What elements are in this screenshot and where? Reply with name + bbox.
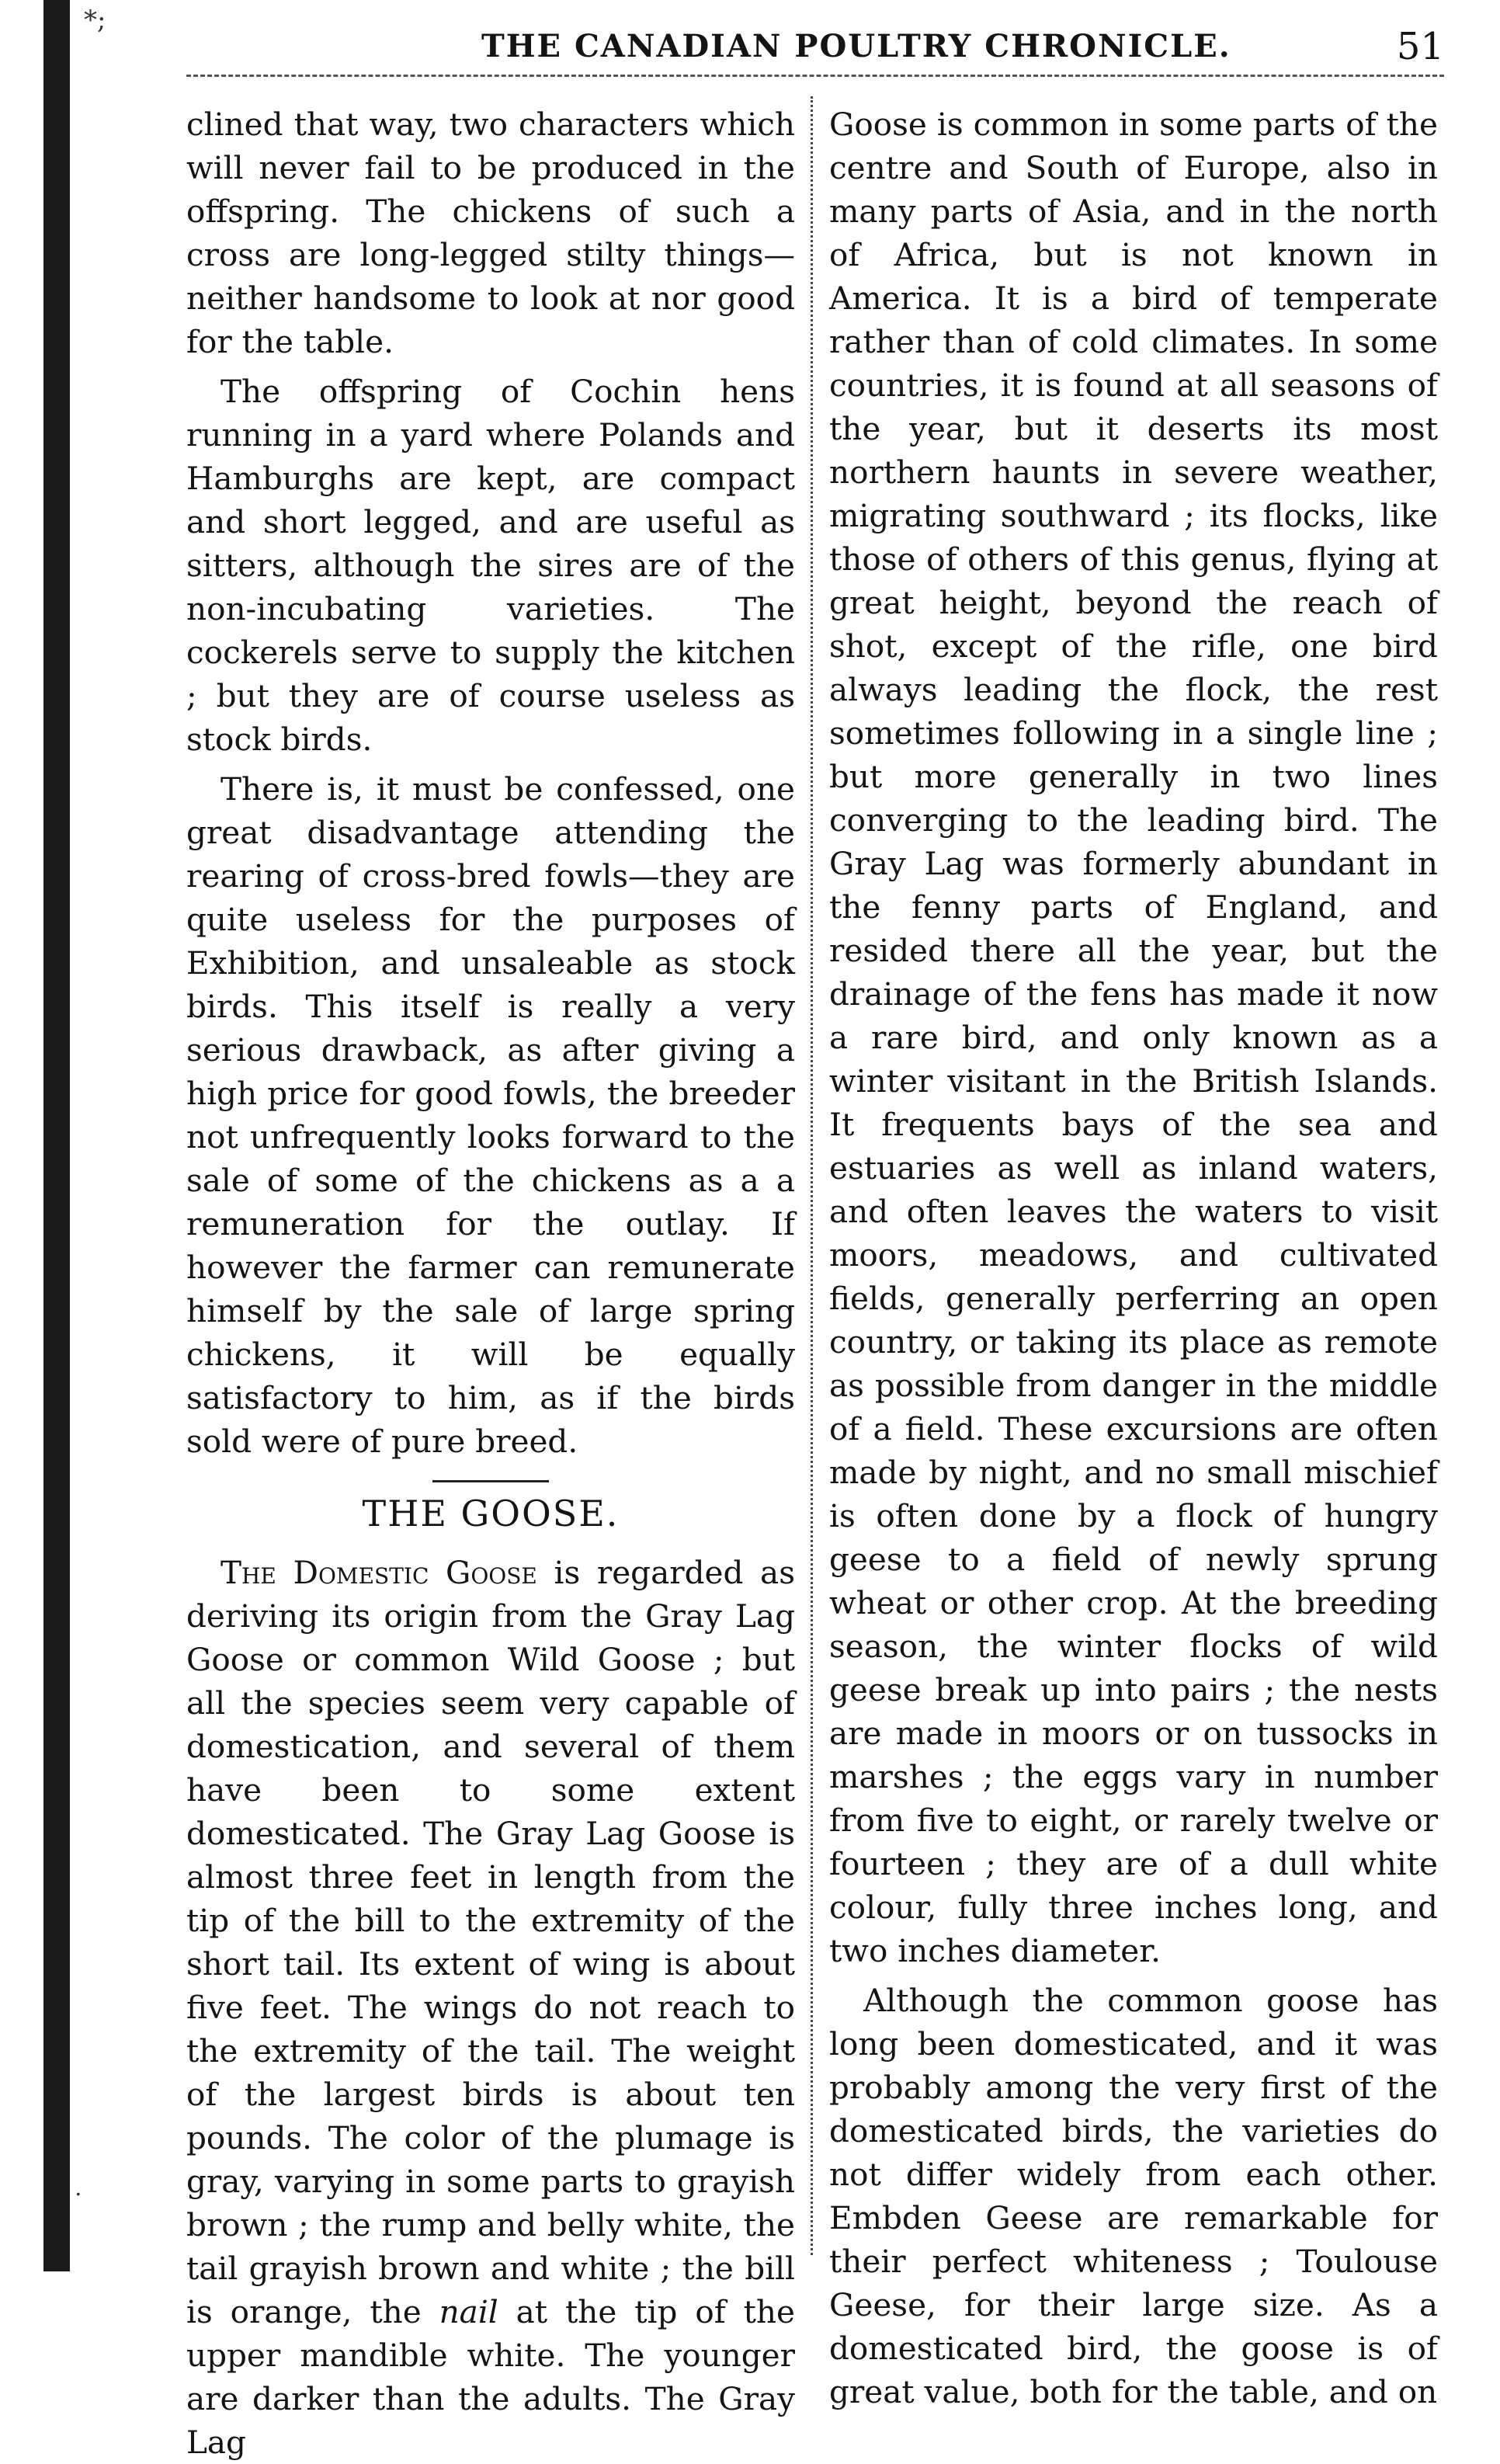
left-paragraph-2: The offspring of Cochin hens running in a yard where Polands and Hamburghs are kept, are compact and short legged, and are useful as sitters, although the sires are of the non-incubating varieties. The cockerels serve to supply the kitchen ; but they are of course useless as stock birds. <box>186 373 795 758</box>
left-paragraph-1: clined that way, two characters which will never fail to be produced in the offspring. The chickens of such a cross are long-legged stilty things—neither handsome to look at nor good for the table. <box>186 106 795 360</box>
left-paragraph-3: There is, it must be confessed, one great disadvantage attending the rearing of cross-bred fowls—they are quite useless for the purposes of Exhibition, and unsaleable as stock birds. This itself is really a very serious drawback, as after giving a high price for good fowls, the breeder not unfrequently looks forward to the sale of some of the chickens as a a remuneration for the outlay. If however the farmer can remunerate himself by the sale of large spring chickens, it will be equally satisfactory to him, as if the birds sold were of pure breed. <box>186 770 795 1460</box>
left-paragraph-4 <box>186 1551 795 2464</box>
goose-lead-text: The Domestic Goose <box>220 1554 537 1591</box>
corner-mark: *; <box>84 5 106 36</box>
running-title: THE CANADIAN POULTRY CHRONICLE. <box>481 28 1231 64</box>
section-title: THE GOOSE. <box>362 1493 620 1534</box>
left-column <box>186 103 795 2464</box>
column-divider <box>811 96 813 2255</box>
goose-text-a: is regarded as deriving its origin from the Gray Lag Goose or common Wild Goose ; but all the species seem very capable of domestication, and several of them have been to some extent domesticated. The Gray Lag Goose is almost three feet in length from the tip of the bill to the extremity of the short tail. Its extent of wing is about five feet. The wings do not reach to the extremity of the tail. The weight of the largest birds is about ten pounds. The color of the plumage is gray, varying in some parts to grayish brown ; the rump and belly white, the tail grayish brown and white ; the bill is orange, the <box>186 1554 795 2330</box>
right-paragraph-2: Although the common goose has long been domesticated, and it was probably among the very first of the domesticated birds, the varieties do not differ widely from each other. Embden Geese are remarkable for their perfect whiteness ; Toulouse Geese, for their large size. As a domesticated bird, the goose is of great value, both for the table, and on <box>829 1982 1438 2410</box>
scan-edge <box>43 0 70 2271</box>
section-rule <box>432 1480 549 1482</box>
page-number: 51 <box>1396 25 1444 68</box>
right-paragraph-1: Goose is common in some parts of the centre and South of Europe, also in many parts of Asia, and in the north of Africa, but is not known in America. It is a bird of temperate rather than of cold climates. In some countries, it is found at all seasons of the year, but it deserts its most northern haunts in severe weather, migrating southward ; its flocks, like those of others of this genus, flying at great height, beyond the reach of shot, except of the rifle, one bird always leading the flock, the rest sometimes following in a single line ; but more generally in two lines converging to the leading bird. The Gray Lag was formerly abundant in the fenny parts of England, and resided there all the year, but the drainage of the fens has made it now a rare bird, and only known as a winter visitant in the British Islands. It frequents bays of the sea and estuaries as well as inland waters, and often leaves the waters to visit moors, meadows, and cultivated fields, generally perferring an open country, or taking its place as remote as possible from danger in the middle of a field. These excursions are often made by night, and no small mischief is often done by a flock of hungry geese to a field of newly sprung wheat or other crop. At the breeding season, the winter flocks of wild geese break up into pairs ; the nests are made in moors or on tussocks in marshes ; the eggs vary in number from five to eight, or rarely twelve or fourteen ; they are of a dull white colour, fully three inches long, and two inches diameter. <box>829 106 1438 1969</box>
goose-nail-term: nail <box>439 2293 498 2330</box>
margin-mark: . <box>75 2174 82 2202</box>
goose-text-b: at the tip of the upper mandible white. The younger are darker than the adults. The Gray Lag <box>186 2293 795 2461</box>
header-rule <box>186 75 1444 77</box>
right-column <box>829 103 1438 2414</box>
page-header <box>186 25 1444 75</box>
